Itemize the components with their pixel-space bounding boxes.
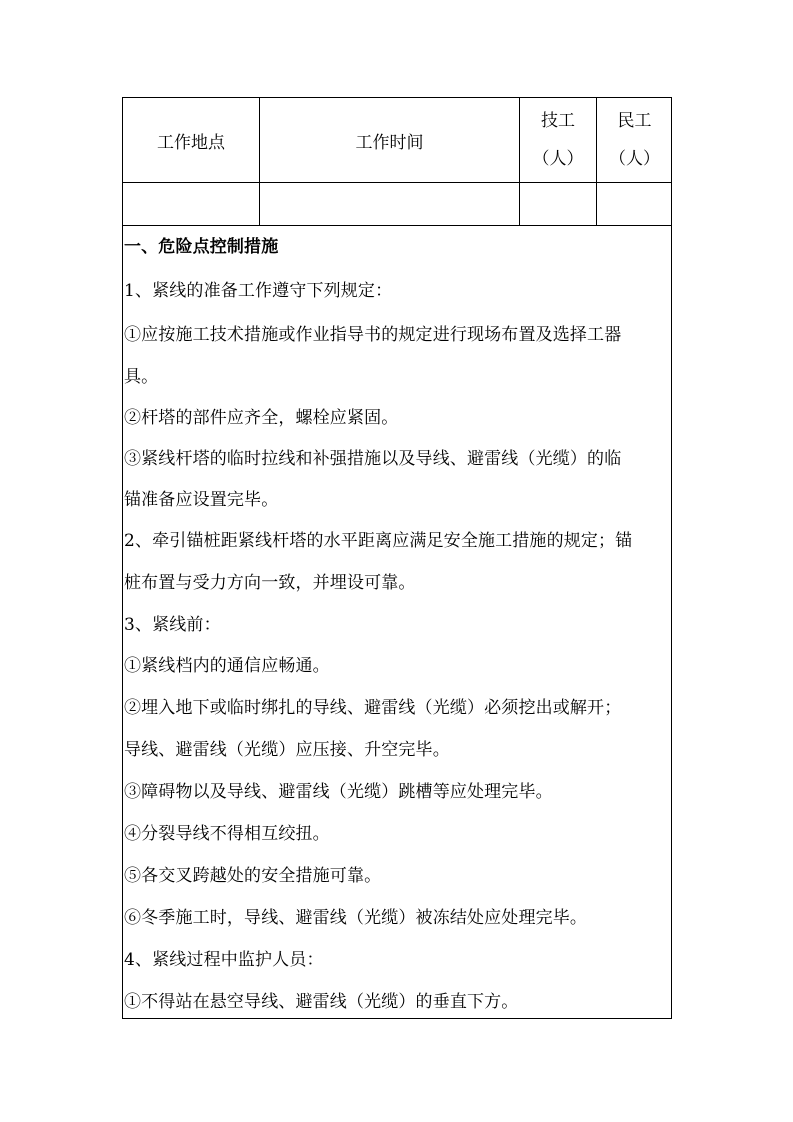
measure-line: 锚准备应设置完毕。 [124, 490, 279, 510]
measure-line: ⑤各交叉跨越处的安全措施可靠。 [124, 866, 382, 886]
header-skilled-cell [520, 98, 597, 182]
measure-line: ③障碍物以及导线、避雷线（光缆）跳槽等应处理完毕。 [124, 782, 553, 802]
measure-line: ⑥冬季施工时，导线、避雷线（光缆）被冻结处应处理完毕。 [124, 908, 588, 928]
header-laborer-label: 民工 [617, 111, 652, 131]
measure-line: 1、紧线的准备工作遵守下列规定： [124, 281, 393, 301]
control-measures-section [123, 226, 671, 1018]
measure-line: ②埋入地下或临时绑扎的导线、避雷线（光缆）必须挖出或解开； [124, 698, 622, 718]
measure-line: 2、牵引锚桩距紧线杆塔的水平距离应满足安全施工措施的规定；锚 [124, 531, 633, 551]
header-laborer-cell [597, 98, 672, 182]
measure-line: ②杆塔的部件应齐全，螺栓应紧固。 [124, 408, 399, 428]
header-time-cell [260, 98, 520, 182]
measure-line: ③紧线杆塔的临时拉线和补强措施以及导线、避雷线（光缆）的临 [124, 449, 622, 469]
measure-line: ①紧线档内的通信应畅通。 [124, 656, 330, 676]
work-record-table [122, 97, 672, 1019]
measure-line: 4、紧线过程中监护人员： [124, 950, 324, 970]
measure-line: 桩布置与受力方向一致，并埋设可靠。 [124, 573, 416, 593]
measure-line: ①不得站在悬空导线、避雷线（光缆）的垂直下方。 [124, 992, 519, 1012]
table-entry-row [123, 183, 671, 226]
table-header-row [123, 98, 671, 183]
section-heading: 一、危险点控制措施 [124, 237, 279, 257]
header-time-label: 工作时间 [355, 132, 424, 153]
measure-line: ④分裂导线不得相互绞扭。 [124, 824, 330, 844]
header-location-label: 工作地点 [157, 132, 225, 153]
header-skilled-unit: （人） [532, 149, 584, 169]
entry-skilled-cell[interactable] [520, 183, 597, 225]
entry-location-cell[interactable] [123, 183, 260, 225]
entry-laborer-cell[interactable] [597, 183, 672, 225]
header-location-cell [123, 98, 260, 182]
measure-line: 导线、避雷线（光缆）应压接、升空完毕。 [124, 740, 450, 760]
header-laborer-unit: （人） [609, 149, 660, 169]
measure-line: 具。 [124, 367, 159, 387]
entry-time-cell[interactable] [260, 183, 520, 225]
header-skilled-label: 技工 [541, 111, 575, 131]
measure-line: 3、紧线前： [124, 615, 221, 635]
measure-line: ①应按施工技术措施或作业指导书的规定进行现场布置及选择工器 [124, 325, 622, 345]
